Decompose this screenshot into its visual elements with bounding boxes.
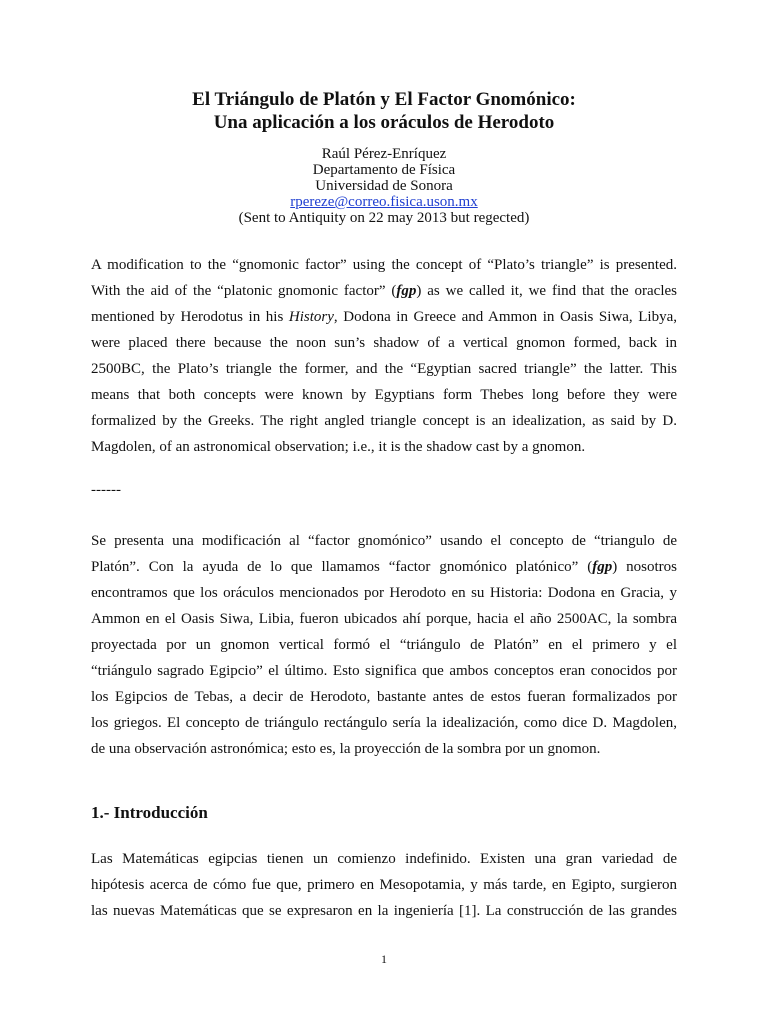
author-department: Departamento de Física <box>312 162 456 178</box>
author-email-link[interactable]: rpereze@correo.fisica.uson.mx <box>290 194 478 210</box>
section-heading-introduccion: 1.- Introducción <box>91 803 208 822</box>
abstract-spanish <box>91 528 677 762</box>
author-university: Universidad de Sonora <box>315 178 453 194</box>
abstract-en-line-7: formalized by the Greeks. The right angled triangle concept is an idealization, as said by D. <box>91 413 677 429</box>
abstract-en-line-3a: mentioned by Herodotus in his <box>91 309 289 325</box>
abstract-es-line-3: encontramos que los oráculos mencionados por Herodoto en su Historia: Dodona en Gracia, y <box>91 585 677 601</box>
section-1-line-3: las nuevas Matemáticas que se expresaron en la ingeniería [1]. La construcción de las grandes <box>91 903 677 919</box>
history-term: History <box>288 309 334 325</box>
paper-title <box>0 88 768 134</box>
abstract-en-line-4: were placed there because the noon sun’s shadow of a vertical gnomon formed, back in <box>91 335 677 351</box>
fgp-term-es: fgp <box>592 559 613 575</box>
abstract-es-line-2c: ) nosotros <box>612 559 677 575</box>
fgp-term: fgp <box>396 283 417 299</box>
submission-note: (Sent to Antiquity on 22 may 2013 but regected) <box>238 210 530 226</box>
author-name: Raúl Pérez-Enríquez <box>321 146 447 162</box>
title-line-1: El Triángulo de Platón y El Factor Gnomónico: <box>192 89 576 110</box>
page-number: 1 <box>381 952 387 966</box>
author-email-line <box>0 194 768 210</box>
section-1-line-2: hipótesis acerca de cómo fue que, primero en Mesopotamia, y más tarde, en Egipto, surgieron <box>91 877 677 893</box>
abstract-es-line-4: Ammon en el Oasis Siwa, Libia, fueron ubicados ahí porque, hacia el año 2500AC, la sombra <box>91 611 677 627</box>
abstract-es-line-6: “triángulo sagrado Egipcio” el último. Esto significa que ambos conceptos eran conocidos por <box>91 663 677 679</box>
abstract-en-line-8: Magdolen, of an astronomical observation; i.e., it is the shadow cast by a gnomon. <box>91 439 586 455</box>
abstract-es-line-1: Se presenta una modificación al “factor gnomónico” usando el concepto de “triangulo de <box>91 533 677 549</box>
abstract-en-line-6: means that both concepts were known by Egyptians form Thebes long before they were <box>91 387 677 403</box>
abstract-en-line-5: 2500BC, the Plato’s triangle the former, and the “Egyptian sacred triangle” the latter. This <box>91 361 677 377</box>
abstract-en-line-3 <box>91 304 677 330</box>
abstract-es-line-9: de una observación astronómica; esto es, la proyección de la sombra por un gnomon. <box>91 741 601 757</box>
abstract-es-line-2 <box>91 554 677 580</box>
abstract-es-line-7: los Egipcios de Tebas, a decir de Herodoto, bastante antes de estos fueran formalizados por <box>91 689 677 705</box>
abstract-en-line-2 <box>91 278 677 304</box>
title-line-2: Una aplicación a los oráculos de Herodoto <box>213 112 555 133</box>
abstract-en-line-3c: , Dodona in Greece and Ammon in Oasis Siwa, Libya, <box>333 309 678 325</box>
abstract-en-line-2a: With the aid of the “platonic gnomonic factor” ( <box>91 283 397 299</box>
abstract-separator: ------ <box>91 482 121 498</box>
abstract-en-line-1: A modification to the “gnomonic factor” using the concept of “Plato’s triangle” is presented. <box>91 257 677 273</box>
abstract-es-line-2a: Platón”. Con la ayuda de lo que llamamos “factor gnomónico platónico” ( <box>91 559 593 575</box>
section-1-line-1: Las Matemáticas egipcias tienen un comienzo indefinido. Existen una gran variedad de <box>91 851 677 867</box>
abstract-es-line-5: proyectada por un gnomon vertical formó el “triángulo de Platón” en el primero y el <box>91 637 677 653</box>
abstract-en-line-2c: ) as we called it, we find that the oracles <box>416 283 677 299</box>
section-1-body <box>91 846 677 924</box>
abstract-es-line-8: los griegos. El concepto de triángulo rectángulo sería la idealización, como dice D. Magdolen, <box>91 715 677 731</box>
abstract-english <box>91 252 677 460</box>
author-block <box>0 146 768 226</box>
